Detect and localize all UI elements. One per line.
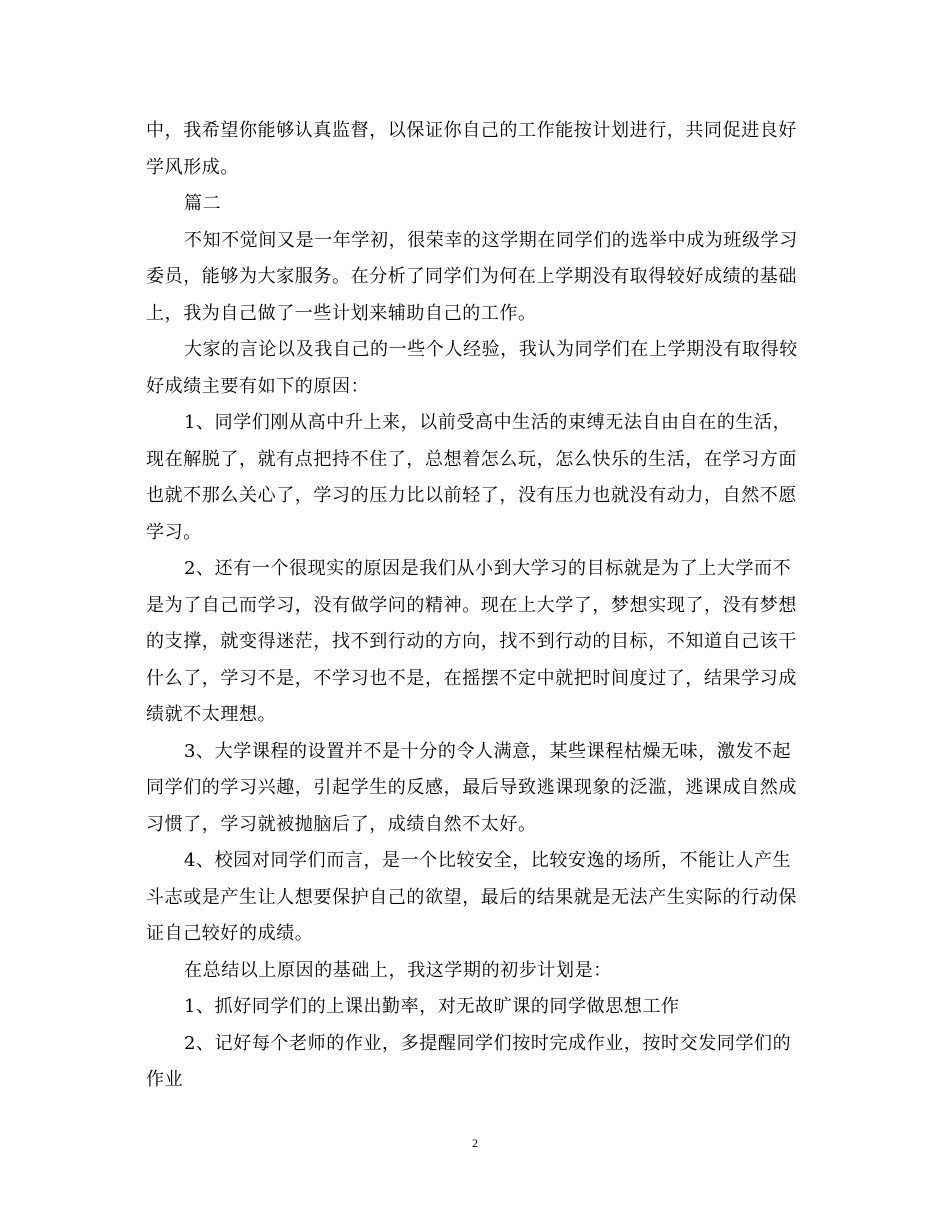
text-line: 习惯了，学习就被抛脑后了，成绩自然不太好。 [146, 813, 537, 835]
text-line: 学习。 [146, 521, 202, 543]
text-line: 是为了自己而学习，没有做学问的精神。现在上大学了，梦想实现了，没有梦想 [146, 594, 797, 616]
text-line: 作业 [146, 1069, 184, 1090]
text-line: 斗志或是产生让人想要保护自己的欲望，最后的结果就是无法产生实际的行动保 [146, 886, 797, 908]
text-line: 2、还有一个很现实的原因是我们从小到大学习的目标就是为了上大学而不 [184, 558, 792, 579]
text-line: 同学们的学习兴趣，引起学生的反感，最后导致逃课现象的泛滥，逃课成自然成 [146, 777, 797, 798]
text-line: 2、记好每个老师的作业，多提醒同学们按时完成作业，按时交发同学们的 [184, 1032, 792, 1054]
text-line: 1、抓好同学们的上课出勤率，对无故旷课的同学做思想工作 [184, 996, 680, 1017]
text-line: 3、大学课程的设置并不是十分的令人满意，某些课程枯燥无味，激发不起 [184, 740, 792, 762]
text-line: 也就不那么关心了，学习的压力比以前轻了，没有压力也就没有动力，自然不愿 [146, 485, 797, 506]
text-line: 委员，能够为大家服务。在分析了同学们为何在上学期没有取得较好成绩的基础 [146, 266, 797, 287]
text-line: 学风形成。 [146, 156, 239, 178]
text-line: 1、同学们刚从高中升上来，以前受高中生活的束缚无法自由自在的生活， [184, 412, 792, 433]
text-line: 在总结以上原因的基础上，我这学期的初步计划是： [184, 959, 612, 981]
text-line: 现在解脱了，就有点把持不住了，总想着怎么玩，怎么快乐的生活，在学习方面 [146, 448, 797, 470]
text-line: 证自己较好的成绩。 [146, 923, 314, 944]
text-line: 中，我希望你能够认真监督，以保证你自己的工作能按计划进行，共同促进良好 [146, 120, 797, 141]
page-number: 2 [472, 1136, 478, 1150]
text-line: 上，我为自己做了一些计划来辅助自己的工作。 [146, 302, 537, 324]
text-line: 的支撑，就变得迷茫，找不到行动的方向，找不到行动的目标，不知道自己该干 [146, 631, 797, 652]
section-heading: 篇二 [184, 193, 222, 214]
text-line: 4、校园对同学们而言，是一个比较安全，比较安逸的场所，不能让人产生 [184, 850, 792, 871]
text-line: 不知不觉间又是一年学初，很荣幸的这学期在同学们的选举中成为班级学习 [184, 229, 798, 251]
text-line: 绩就不太理想。 [146, 704, 277, 725]
document-body [146, 113, 811, 1099]
text-line: 什么了，学习不是，不学习也不是，在摇摆不定中就把时间度过了，结果学习成 [146, 667, 797, 689]
text-line: 好成绩主要有如下的原因： [146, 375, 370, 397]
text-line: 大家的言论以及我自己的一些个人经验，我认为同学们在上学期没有取得较 [184, 339, 798, 360]
